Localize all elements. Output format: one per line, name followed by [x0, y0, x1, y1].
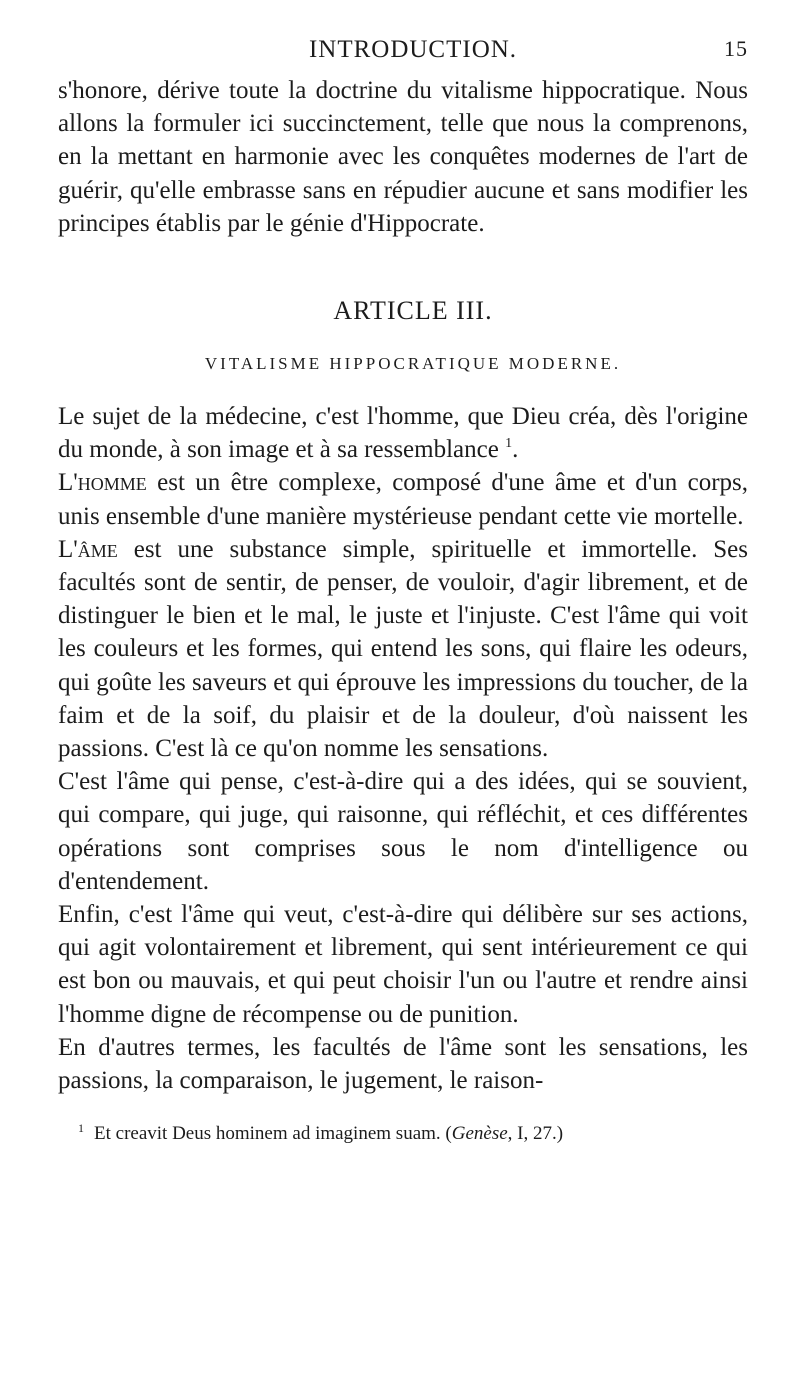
footnote-source: Genèse	[451, 1123, 508, 1145]
paragraph-ame-text: est une substance simple, spirituelle et immortelle. Ses facultés sont de sentir, de penser, de vouloir, d'agir librement, et de distinguer le bien et le mal, le juste et l'injuste. C'est l'âme qui voit les couleurs et les formes, qui entend les sons, qui flaire les odeurs, qui goûte les saveurs et qui éprouve les impressions du toucher, de la faim et de la soif, du plaisir et de la douleur, d'où naissent les passions. C'est là ce qu'on nomme les sensations.	[58, 535, 748, 763]
page-number: 15	[724, 36, 748, 61]
footnote-text: Et creavit Deus hominem ad imaginem suam. (	[94, 1123, 452, 1145]
paragraph-ame	[58, 533, 748, 765]
paragraph-pense: C'est l'âme qui pense, c'est-à-dire qui a des idées, qui se souvient, qui compare, qui juge, qui raisonne, qui réfléchit, et ces différentes opérations sont comprises sous le nom d'intelligence ou d'entendement.	[58, 768, 748, 895]
footnote-marker: 1	[78, 1121, 84, 1136]
paragraph-homme-text: est un être complexe, composé d'une âme et d'un corps, unis ensemble d'une manière mystérieuse pendant cette vie mortelle.	[58, 469, 748, 530]
article-heading: ARTICLE III.	[333, 296, 493, 326]
paragraph-homme	[58, 466, 748, 532]
term-homme: L'homme	[58, 469, 147, 497]
opening-paragraph: s'honore, dérive toute la doctrine du vitalisme hippocratique. Nous allons la formuler ici succinctement, telle que nous la comprenons, en la mettant en harmonie avec les conquêtes modernes de l'art de guérir, qu'elle embrasse sans en répudier aucune et sans modifier les principes établis par le génie d'Hippocrate.	[58, 77, 748, 237]
paragraph-sujet-text: Le sujet de la médecine, c'est l'homme, que Dieu créa, dès l'origine du monde, à son image et à sa ressemblance	[58, 403, 748, 464]
footnote-reference-text: , I, 27.)	[507, 1123, 564, 1145]
footnote	[58, 1115, 748, 1147]
term-ame: L'âme	[58, 535, 118, 563]
footnote-reference: 1	[505, 436, 513, 452]
running-title: INTRODUCTION.	[308, 36, 518, 63]
paragraph-veut: Enfin, c'est l'âme qui veut, c'est-à-dire qui délibère sur ses actions, qui agit volontairement et librement, qui sent intérieurement ce qui est bon ou mauvais, et qui peut choisir l'un ou l'autre et rendre ainsi l'homme digne de récompense ou de punition.	[58, 901, 748, 1028]
book-page	[58, 30, 748, 1147]
paragraph-facultes: En d'autres termes, les facultés de l'âme sont les sensations, les passions, la comparaison, le jugement, le raison-	[58, 1033, 748, 1095]
running-head	[58, 30, 748, 70]
paragraph-sujet	[58, 400, 748, 466]
article-subheading: VITALISME HIPPOCRATIQUE MODERNE.	[204, 354, 622, 374]
paragraph-sujet-end: .	[512, 436, 519, 464]
